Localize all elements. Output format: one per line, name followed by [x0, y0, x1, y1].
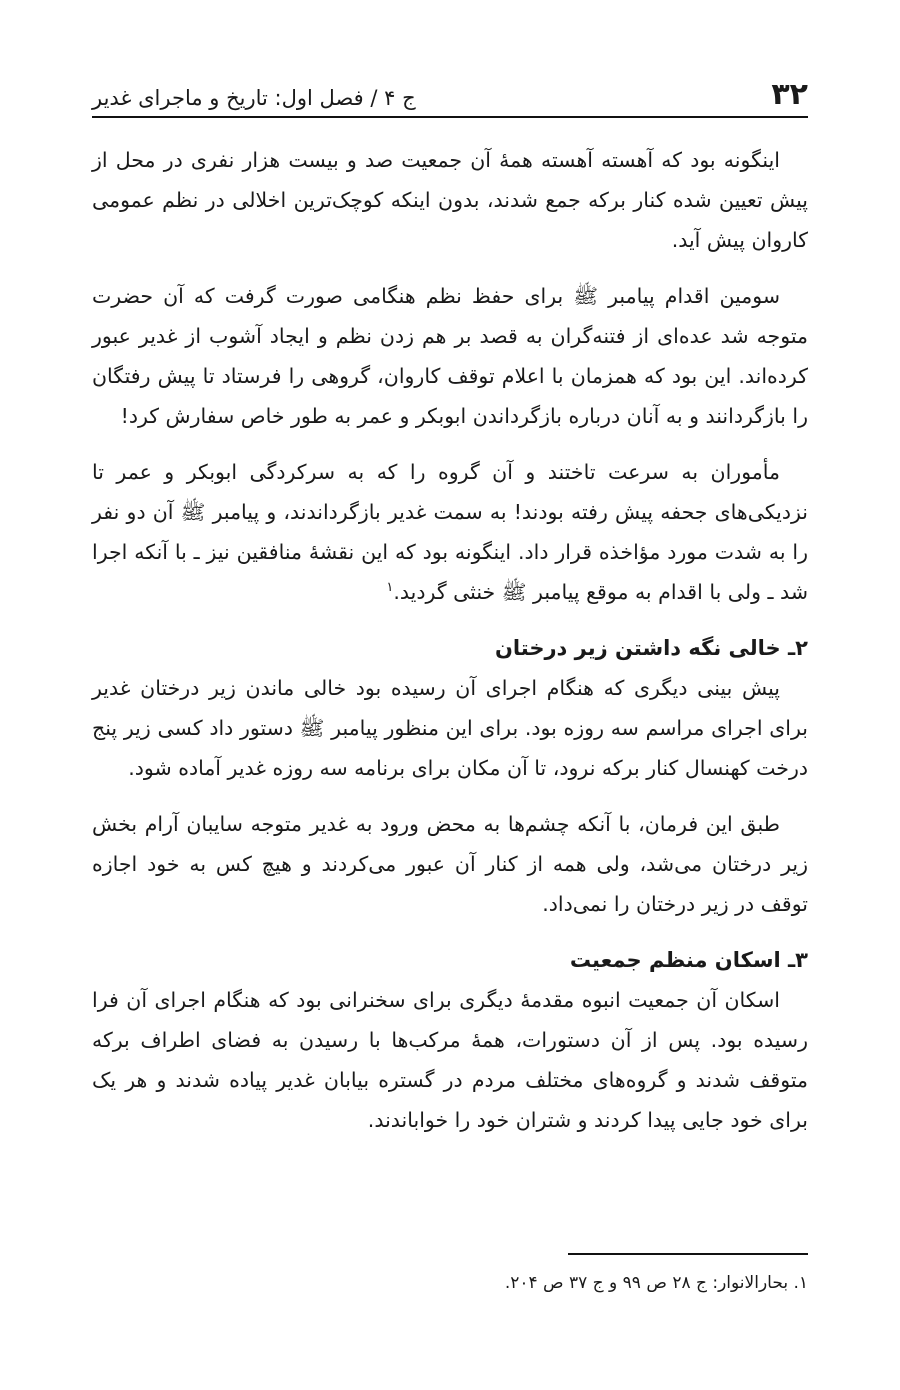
footnote-reference-1[interactable]: ۱ — [386, 580, 394, 596]
paragraph-4: پیش بینی دیگری که هنگام اجرای آن رسیده بود خالی ماندن زیر درختان غدیر برای اجرای مراسم سه روزه بود. برای این منظور پیامبر ﷺ دستور داد کسی زیر پنج درخت کهنسال کنار برکه نرود، تا آن مکان برای برنامه سه روزه غدیر آماده شود. — [92, 676, 808, 780]
footnote-1: ۱. بحارالانوار: ج ۲۸ ص ۹۹ و ج ۳۷ ص ۲۰۴. — [504, 1273, 808, 1293]
footnote-divider — [568, 1253, 808, 1255]
paragraph-1: اینگونه بود که آهسته آهسته همهٔ آن جمعیت صد و بیست هزار نفری در محل از پیش تعیین شده کنار برکه جمع شدند، بدون اینکه کوچک‌ترین اخلالی در نظم عمومی کاروان پیش آید. — [92, 148, 808, 252]
paragraph-5: طبق این فرمان، با آنکه چشم‌ها به محض ورود به غدیر متوجه سایبان آرام بخش زیر درختان می‌شد، ولی همه از کنار آن عبور می‌کردند و هیچ کس به خود اجازه توقف در زیر درختان را نمی‌داد. — [92, 812, 808, 916]
section-heading-2: ۲ـ خالی نگه داشتن زیر درختان — [494, 636, 808, 660]
paragraph-6: اسکان آن جمعیت انبوه مقدمهٔ دیگری برای سخنرانی بود که هنگام اجرای آن فرا رسیده بود. پس از آن دستورات، همهٔ مرکب‌ها با رسیدن به فضای اطراف برکه متوقف شدند و گروه‌های مختلف مردم در گستره بیابان غدیر پیاده شدند و هر یک برای خود جایی پیدا کردند و شتران خود را خواباندند. — [92, 988, 808, 1132]
running-title: ج ۴ / فصل اول: تاریخ و ماجرای غدیر — [92, 86, 416, 110]
page-number: ۳۲ — [771, 77, 808, 112]
paragraph-2: سومین اقدام پیامبر ﷺ برای حفظ نظم هنگامی صورت گرفت که آن حضرت متوجه شد عده‌ای از فتنه‌گران به قصد بر هم زدن نظم و ایجاد آشوب از غدیر عبور کرده‌اند. این بود که همزمان با اعلام توقف کاروان، گروهی را فرستاد تا پیش رفتگان را بازگردانند و به آنان درباره بازگرداندن ابوبکر و عمر به طور خاص سفارش کرد! — [92, 284, 808, 428]
page-body — [92, 140, 808, 1156]
paragraph-3-text: مأموران به سرعت تاختند و آن گروه را که به سرکردگی ابوبکر و عمر تا نزدیکی‌های جحفه پیش رفته بودند! به سمت غدیر بازگرداندند، و پیامبر ﷺ آن دو نفر را به شدت مورد مؤاخذه قرار داد. اینگونه بود که این نقشهٔ منافقین نیز ـ با آنکه اجرا شد ـ ولی با اقدام به موقع پیامبر ﷺ خنثی گردید. — [92, 460, 808, 604]
page-header — [92, 74, 808, 118]
section-heading-3: ۳ـ اسکان منظم جمعیت — [569, 948, 808, 972]
paragraph-3 — [92, 452, 808, 612]
